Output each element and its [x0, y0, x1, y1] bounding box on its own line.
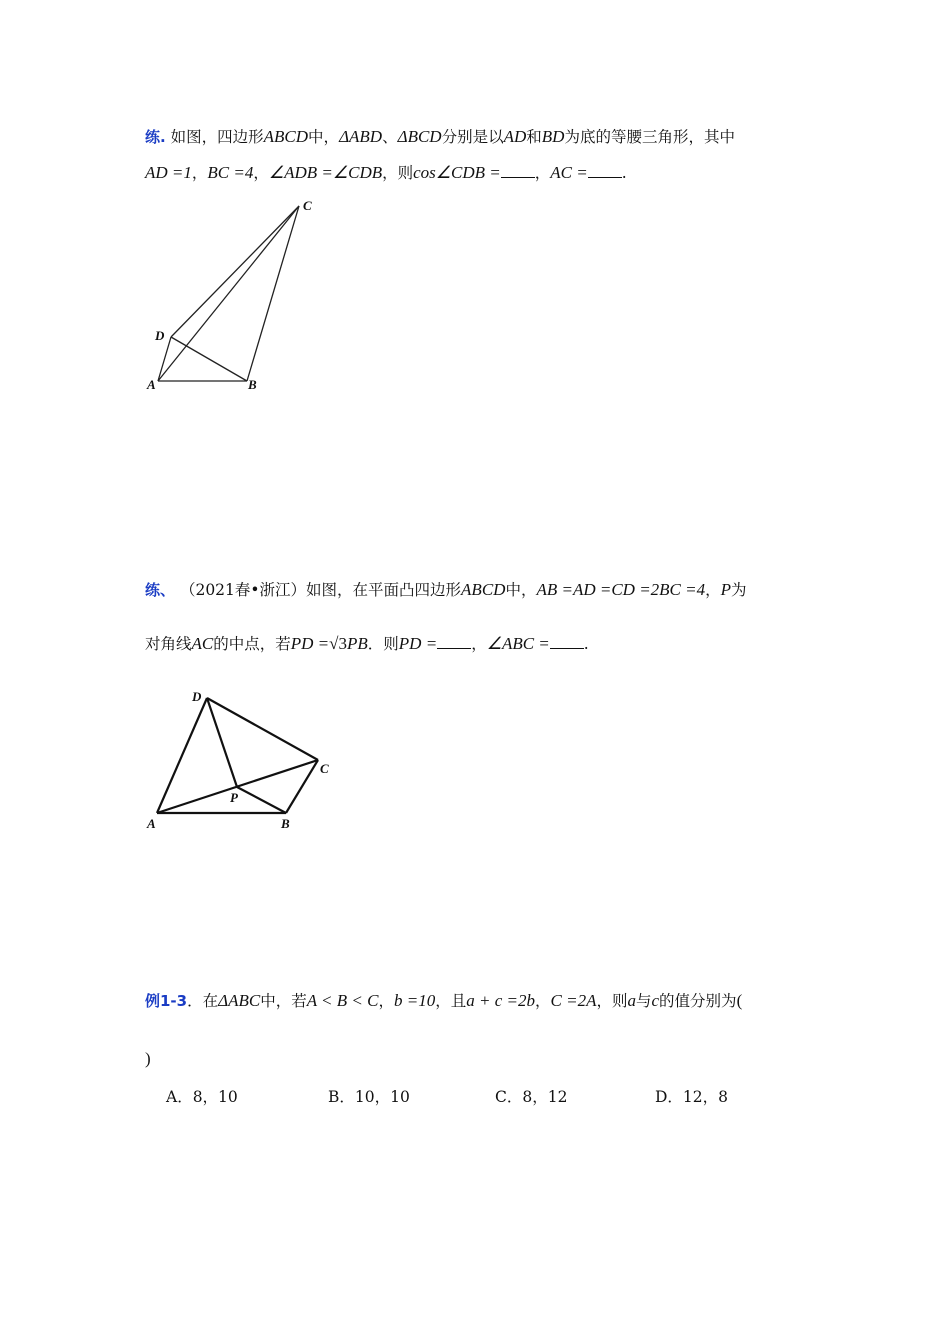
text: 、 [382, 128, 398, 146]
text: 与 [635, 992, 652, 1010]
problem-3-tag: 例1-3 [145, 992, 188, 1010]
text: . [583, 635, 589, 653]
math: BD [541, 127, 565, 146]
figure-1 [140, 195, 320, 395]
text: ， [471, 635, 487, 653]
label-p: P [230, 790, 238, 805]
label-c: C [303, 198, 312, 213]
text: 的值分别为 [659, 992, 737, 1010]
math: ΔABC [218, 991, 261, 1010]
math: ∠ADB =∠CDB [268, 163, 383, 182]
text: 的中点，若 [213, 635, 291, 653]
math: cos∠CDB = [413, 163, 501, 182]
text: 为 [731, 581, 747, 599]
text: ， [191, 164, 208, 182]
answer-blank-1[interactable] [501, 161, 535, 178]
segment-pb [237, 787, 286, 813]
text: 和 [526, 128, 542, 146]
math: ABCD [461, 580, 506, 599]
problem-2-tag: 练、 [145, 581, 176, 599]
math: a + c =2b [466, 991, 535, 1010]
text: . [621, 164, 627, 182]
math: ABCD [263, 127, 309, 146]
text: ， [705, 581, 721, 599]
text: ，则 [382, 164, 414, 182]
math: ∠ABC = [486, 634, 550, 653]
math: C =2A [550, 991, 597, 1010]
text: ， [378, 992, 394, 1010]
problem-2-line-1 [145, 579, 747, 601]
math: c [651, 991, 660, 1010]
label-b: B [248, 377, 257, 392]
text: 中，若 [260, 992, 307, 1010]
segment-da [158, 337, 171, 381]
segment-da [157, 698, 207, 813]
math: AD =1 [145, 163, 192, 182]
math: AD [503, 127, 527, 146]
problem-3-line-1 [145, 990, 742, 1012]
problem-1-tag: 练. [145, 128, 166, 146]
math: AC [191, 634, 214, 653]
math: a [627, 991, 636, 1010]
math: A < B < C [306, 991, 379, 1010]
label-b: B [281, 816, 290, 831]
math: PB [347, 634, 368, 653]
math: PD = [290, 634, 330, 653]
paren-close: ) [145, 1049, 151, 1068]
segment-ac [158, 206, 299, 381]
answer-blank-4[interactable] [550, 632, 584, 649]
label-a: A [147, 377, 156, 392]
text: 如图，四边形 [170, 128, 264, 146]
problem-3-line-2 [145, 1048, 151, 1070]
text: （2021春•浙江）如图，在平面凸四边形 [179, 581, 462, 599]
text: 为底的等腰三角形，其中 [564, 128, 735, 146]
text: ．则 [367, 635, 399, 653]
math: AC = [550, 163, 588, 182]
math: BC =4 [207, 163, 254, 182]
label-d: D [155, 328, 165, 343]
problem-1-line-1 [145, 126, 735, 148]
text: 中， [308, 128, 340, 146]
option-a[interactable]: A．8，10 [166, 1088, 238, 1106]
problem-2-line-2 [145, 632, 589, 655]
answer-blank-3[interactable] [437, 632, 471, 649]
math: PD = [398, 634, 438, 653]
math: P [720, 580, 732, 599]
label-d: D [192, 689, 202, 704]
figure-2 [140, 685, 340, 835]
paren-open: ( [736, 991, 743, 1010]
label-c: C [320, 761, 329, 776]
text: ， [535, 992, 551, 1010]
text: ， [534, 164, 551, 182]
problem-1-line-2 [145, 161, 627, 184]
text: ，且 [435, 992, 467, 1010]
label-a: A [147, 816, 156, 831]
option-c[interactable]: C．8，12 [495, 1088, 568, 1106]
option-d[interactable]: D．12，8 [655, 1088, 729, 1106]
text: ．在 [187, 992, 219, 1010]
text: ，则 [596, 992, 628, 1010]
math: √3 [329, 634, 347, 653]
text: 中， [505, 581, 537, 599]
math: b =10 [394, 991, 436, 1010]
segment-bd [171, 337, 247, 381]
math: AB =AD =CD =2BC =4 [536, 580, 706, 599]
text: ， [253, 164, 269, 182]
text: 对角线 [145, 635, 192, 653]
text: 分别是以 [441, 128, 504, 146]
option-b[interactable]: B．10，10 [328, 1088, 410, 1106]
math: ΔBCD [397, 127, 442, 146]
math: ΔABD [339, 127, 383, 146]
answer-blank-2[interactable] [588, 161, 622, 178]
